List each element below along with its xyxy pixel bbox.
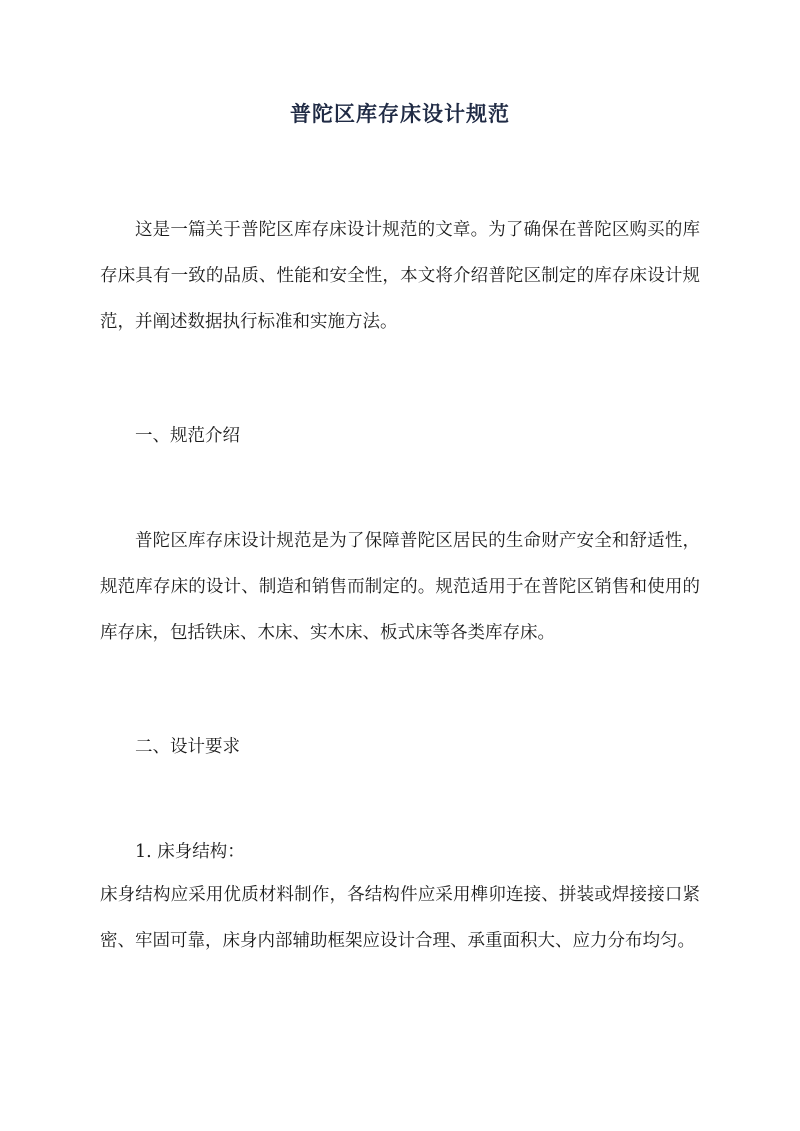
page-title: 普陀区库存床设计规范 xyxy=(290,101,510,126)
section-heading-design: 二、设计要求 xyxy=(135,737,240,757)
item-heading-bed-structure: 1. 床身结构： xyxy=(135,842,245,862)
section-paragraph-intro: 普陀区库存床设计规范是为了保障普陀区居民的生命财产安全和舒适性，规范库存床的设计、制造和销售而制定的。规范适用于在普陀区销售和使用的库存床，包括铁床、木床、实木床、板式床等各类库存床。 xyxy=(100,531,700,643)
section-heading-intro: 一、规范介绍 xyxy=(135,426,240,446)
item-paragraph-bed-structure: 床身结构应采用优质材料制作，各结构件应采用榫卯连接、拼装或焊接接口紧密、牢固可靠，床身内部辅助框架应设计合理、承重面积大、应力分布均匀。 xyxy=(100,885,700,951)
intro-paragraph: 这是一篇关于普陀区库存床设计规范的文章。为了确保在普陀区购买的库存床具有一致的品质、性能和安全性，本文将介绍普陀区制定的库存床设计规范，并阐述数据执行标准和实施方法。 xyxy=(100,220,700,332)
